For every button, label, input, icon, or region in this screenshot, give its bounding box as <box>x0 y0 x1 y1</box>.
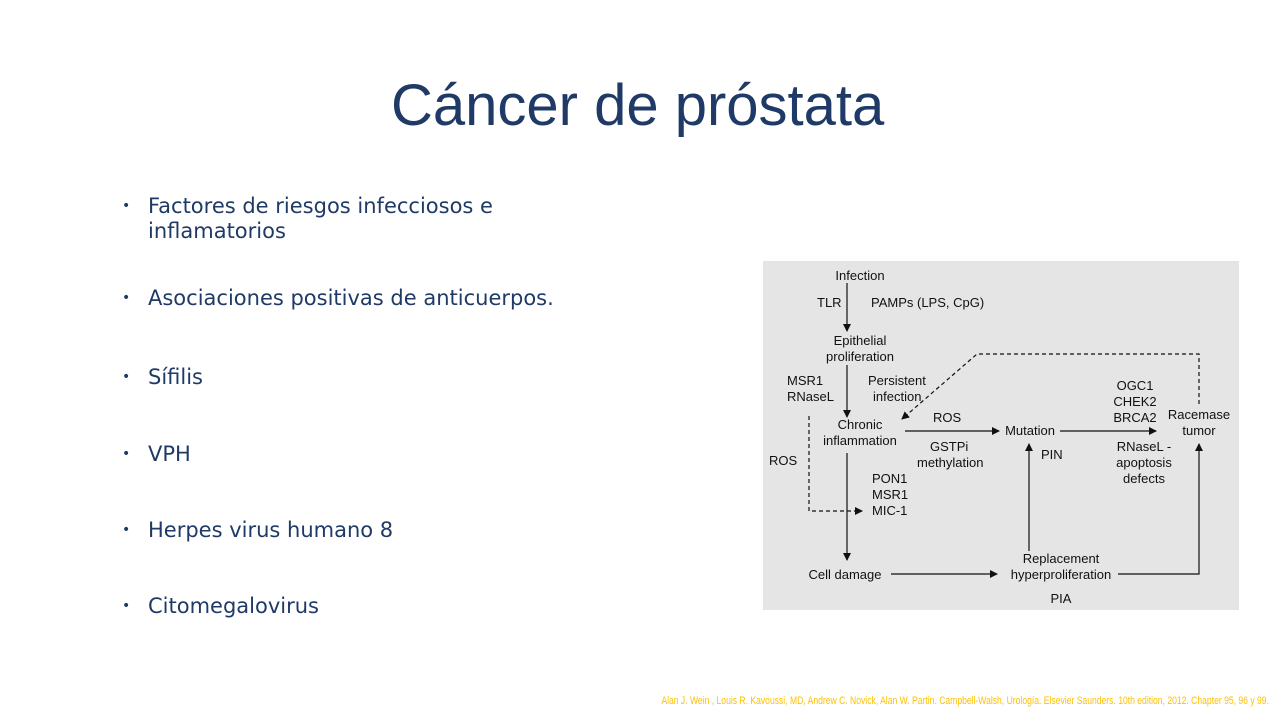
bullet-icon: • <box>122 198 131 214</box>
bullet-text: Herpes virus humano 8 <box>148 518 394 542</box>
label-proliferation: proliferation <box>826 349 894 364</box>
label-mutation: Mutation <box>1005 423 1055 438</box>
label-persistent: Persistent <box>868 373 926 388</box>
label-replacement: Replacement <box>1022 551 1100 566</box>
label-hyperproliferation: hyperproliferation <box>1010 567 1112 582</box>
label-msr1: MSR1 <box>787 373 824 388</box>
bullet-icon: • <box>122 290 131 306</box>
label-brca2: BRCA2 <box>1113 410 1157 425</box>
reference-citation: Alan J. Wein , Louis R. Kavoussi, MD, Andrew C. Novick, Alan W. Partin. Campbell-Walsh, Urología. Elsevier Saunders. 10th edition, 2012. Chapter 95, 96 y 99. <box>661 695 1269 707</box>
label-infection-2: infection <box>873 389 922 404</box>
label-cell-damage: Cell damage <box>808 567 882 582</box>
label-methylation: methylation <box>917 455 984 470</box>
diagram-labels <box>769 268 1230 606</box>
label-inflammation: inflammation <box>823 433 897 448</box>
label-ogc1: OGC1 <box>1116 378 1154 393</box>
bullet-item <box>122 518 562 543</box>
bullet-icon: • <box>122 522 131 538</box>
label-tlr: TLR <box>817 295 842 310</box>
bullet-text: Factores de riesgos infecciosos e inflamatorios <box>148 194 493 243</box>
bullet-text: VPH <box>148 442 191 466</box>
bullet-text: Citomegalovirus <box>148 594 319 618</box>
bullet-item <box>122 286 562 311</box>
label-ros-top: ROS <box>933 410 962 425</box>
bullet-icon: • <box>122 369 131 385</box>
label-ros-left: ROS <box>769 453 798 468</box>
label-msr1-2: MSR1 <box>872 487 909 502</box>
label-pon1: PON1 <box>872 471 908 486</box>
slide-title: Cáncer de próstata <box>391 73 885 138</box>
label-rnasel: RNaseL <box>787 389 834 404</box>
bullet-text: Sífilis <box>148 365 204 389</box>
label-pamps: PAMPs (LPS, CpG) <box>871 295 985 310</box>
label-pia: PIA <box>1050 591 1072 606</box>
label-mic1: MIC-1 <box>872 503 908 518</box>
bullet-icon: • <box>122 446 131 462</box>
bullet-text: Asociaciones positivas de anticuerpos. <box>148 286 554 310</box>
label-infection: Infection <box>835 268 885 283</box>
label-defects: defects <box>1123 471 1165 486</box>
label-tumor: tumor <box>1182 423 1216 438</box>
label-pin: PIN <box>1041 447 1063 462</box>
label-apoptosis: apoptosis <box>1116 455 1172 470</box>
pathway-diagram <box>763 261 1239 610</box>
label-rnasel-2: RNaseL - <box>1116 439 1172 454</box>
label-epithelial: Epithelial <box>833 333 887 348</box>
bullet-item <box>122 442 562 467</box>
bullet-icon: • <box>122 598 131 614</box>
bullet-item <box>122 365 562 390</box>
pathway-diagram-svg <box>763 261 1239 610</box>
bullet-item <box>122 194 562 244</box>
label-chronic: Chronic <box>837 417 883 432</box>
label-gstpi: GSTPi <box>930 439 969 454</box>
label-racemase: Racemase <box>1167 407 1231 422</box>
label-chek2: CHEK2 <box>1113 394 1157 409</box>
bullet-item <box>122 594 562 619</box>
